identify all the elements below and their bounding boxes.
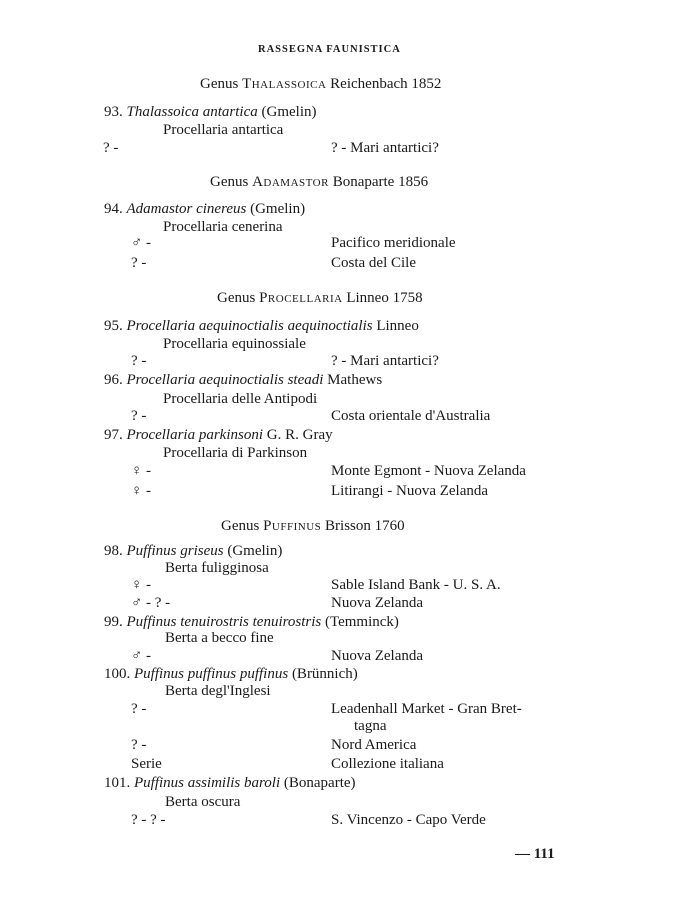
species-entry: 95. Procellaria aequinoctialis aequinoctialis Linneo (104, 318, 419, 334)
specimen-locality: Nuova Zelanda (331, 595, 424, 611)
species-entry: 93. Thalassoica antartica (Gmelin) (104, 104, 317, 120)
species-entry: 98. Puffinus griseus (Gmelin) (104, 543, 283, 559)
specimen-locality: ? - Mari antartici? (331, 353, 439, 369)
specimen-sex: ♂ - (131, 648, 151, 664)
common-name: Procellaria antartica (163, 122, 284, 138)
genus-heading: Genus Thalassoica Reichenbach 1852 (200, 76, 442, 92)
species-entry: 94. Adamastor cinereus (Gmelin) (104, 201, 306, 217)
common-name: Procellaria delle Antipodi (163, 391, 318, 407)
common-name: Procellaria equinossiale (163, 336, 306, 352)
common-name: Procellaria di Parkinson (163, 445, 308, 461)
specimen-locality: Monte Egmont - Nuova Zelanda (331, 463, 526, 479)
genus-heading: Genus Puffinus Brisson 1760 (221, 518, 405, 534)
common-name: Berta a becco fine (165, 630, 274, 646)
specimen-locality: Nuova Zelanda (331, 648, 424, 664)
specimen-locality: Collezione italiana (331, 756, 444, 772)
species-entry: 99. Puffinus tenuirostris tenuirostris (Temminck) (104, 614, 399, 630)
common-name: Berta oscura (165, 794, 241, 810)
specimen-sex: ♀ - (131, 463, 151, 479)
specimen-sex: ♀ - (131, 483, 151, 499)
running-header: RASSEGNA FAUNISTICA (258, 44, 401, 55)
species-entry: 97. Procellaria parkinsoni G. R. Gray (104, 427, 333, 443)
specimen-sex: ? - (131, 701, 147, 717)
specimen-sex: ♂ - ? - (131, 595, 171, 611)
specimen-sex: ? - (131, 255, 147, 271)
genus-heading: Genus Adamastor Bonaparte 1856 (210, 174, 429, 190)
specimen-locality: Costa del Cile (331, 255, 416, 271)
specimen-sex: ? - (131, 408, 147, 424)
common-name: Berta degl'Inglesi (165, 683, 271, 699)
genus-heading: Genus Procellaria Linneo 1758 (217, 290, 423, 306)
specimen-sex: ♂ - (131, 235, 151, 251)
specimen-sex: ? - (103, 140, 119, 156)
species-entry: 100. Puffinus puffinus puffinus (Brünnich) (104, 666, 358, 682)
specimen-locality: Leadenhall Market - Gran Bret- (331, 701, 522, 717)
species-entry: 96. Procellaria aequinoctialis steadi Mathews (104, 372, 383, 388)
specimen-locality: ? - Mari antartici? (331, 140, 439, 156)
specimen-sex: ? - (131, 353, 147, 369)
common-name: Procellaria cenerina (163, 219, 283, 235)
specimen-locality: S. Vincenzo - Capo Verde (331, 812, 486, 828)
specimen-locality: Nord America (331, 737, 417, 753)
specimen-locality: Pacifico meridionale (331, 235, 456, 251)
specimen-sex: ♀ - (131, 577, 151, 593)
specimen-locality: Costa orientale d'Australia (331, 408, 491, 424)
specimen-sex: ? - (131, 737, 147, 753)
specimen-locality-continued: tagna (354, 718, 387, 734)
specimen-sex: Serie (131, 756, 162, 772)
page-number: — 111 (515, 846, 555, 862)
specimen-locality: Litirangi - Nuova Zelanda (331, 483, 489, 499)
specimen-locality: Sable Island Bank - U. S. A. (331, 577, 501, 593)
specimen-sex: ? - ? - (131, 812, 166, 828)
common-name: Berta fuligginosa (165, 560, 269, 576)
species-entry: 101. Puffinus assimilis baroli (Bonaparte) (104, 775, 356, 791)
